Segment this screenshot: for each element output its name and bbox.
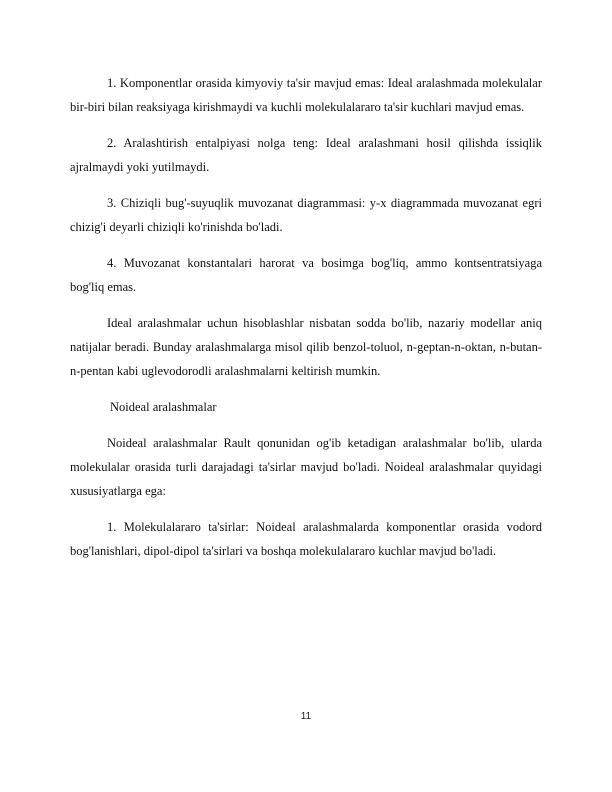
- list-item-no-chemical-interaction: 1. Komponentlar orasida kimyoviy ta'sir mavjud emas: Ideal aralashmada molekulalar bir-biri bilan reaksiyaga kirishmaydi va kuchli molekulalararo ta'sir kuchlari mavjud emas.: [70, 76, 542, 114]
- paragraph-nonideal-intro: Noideal aralashmalar Rault qonunidan og'ib ketadigan aralashmalar bo'lib, ularda molekulalar orasida turli darajadagi ta'sirlar mavjud bo'ladi. Noideal aralashmalar quyidagi xususiyatlarga ega:: [70, 436, 542, 498]
- section-heading-nonideal: Noideal aralashmalar: [110, 400, 217, 414]
- list-item-mixing-enthalpy: 2. Aralashtirish entalpiyasi nolga teng: Ideal aralashmani hosil qilishda issiqlik ajralmaydi yoki yutilmaydi.: [70, 136, 542, 174]
- page-number: 11: [300, 711, 312, 722]
- list-item-linear-equilibrium-diagram: 3. Chiziqli bug'-suyuqlik muvozanat diagrammasi: y-x diagrammada muvozanat egri chizig'i deyarli chiziqli ko'rinishda bo'ladi.: [70, 196, 542, 234]
- list-item-equilibrium-constants: 4. Muvozanat konstantalari harorat va bosimga bog'liq, ammo kontsentratsiyaga bog'liq emas.: [70, 256, 542, 294]
- document-body: [70, 71, 542, 575]
- paragraph-ideal-mixtures-summary: Ideal aralashmalar uchun hisoblashlar nisbatan sodda bo'lib, nazariy modellar aniq natijalar beradi. Bunday aralashmalarga misol qilib benzol-toluol, n-geptan-n-oktan, n-butan-n-pentan kabi uglevodorodli aralashmalarni keltirish mumkin.: [70, 316, 542, 378]
- list-item-intermolecular-interactions: 1. Molekulalararo ta'sirlar: Noideal aralashmalarda komponentlar orasida vodord bog'lanishlari, dipol-dipol ta'sirlari va boshqa molekulalararo kuchlar mavjud bo'ladi.: [70, 520, 542, 558]
